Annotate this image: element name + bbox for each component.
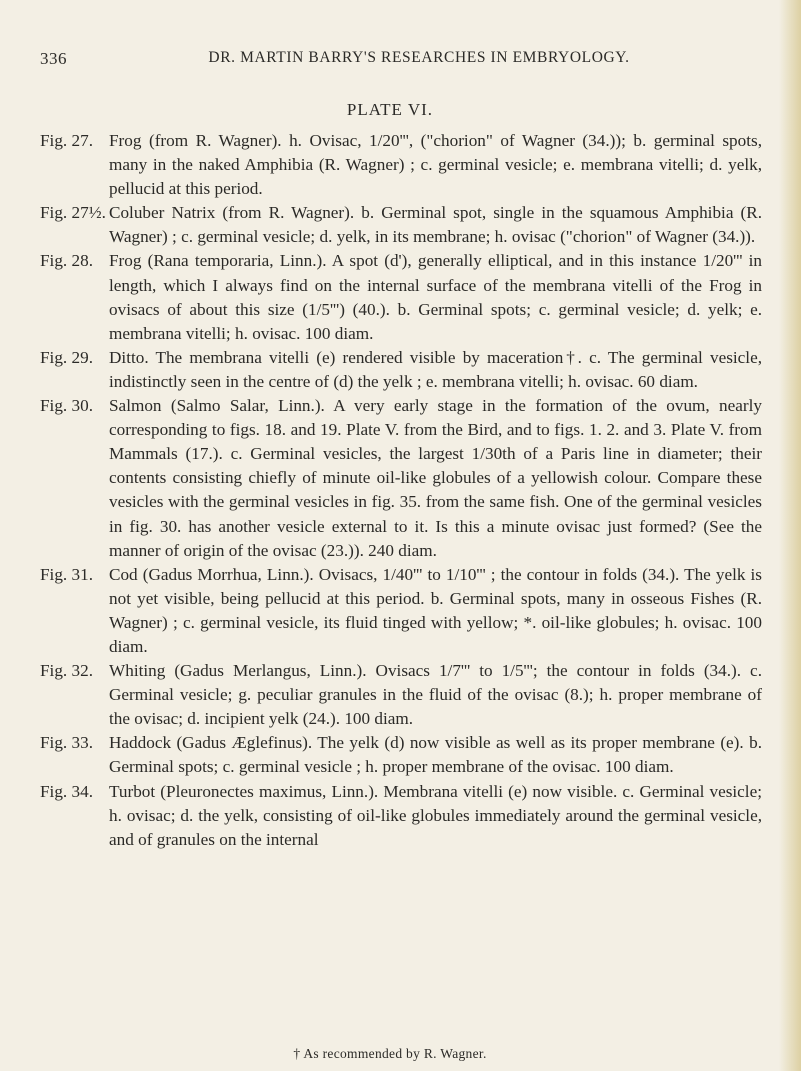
figure-label: Fig. 27½. [40, 203, 106, 223]
figure-label: Fig. 27. [40, 131, 94, 150]
figure-entry [40, 394, 762, 563]
figure-entry [40, 780, 762, 852]
figure-label: Fig. 28. [40, 251, 94, 271]
figure-entry [40, 249, 762, 345]
figure-entry [40, 659, 762, 731]
page-header [40, 49, 740, 71]
figure-entry [40, 731, 762, 779]
figure-label: Fig. 31. [40, 564, 94, 584]
plate-title: PLATE VI. [346, 100, 434, 119]
footnote: † As recommended by R. Wagner. [293, 1046, 487, 1061]
figure-label: Fig. 33. [40, 733, 94, 753]
figure-label: Fig. 32. [40, 661, 94, 681]
figure-entry [40, 346, 762, 394]
running-head: DR. MARTIN BARRY'S RESEARCHES IN EMBRYOLOGY. [208, 49, 630, 66]
figure-label: Fig. 29. [40, 347, 94, 367]
figure-entry [40, 129, 762, 201]
figure-entries [40, 129, 762, 852]
page-number: 336 [40, 49, 67, 68]
figure-entry [40, 563, 762, 659]
figure-label: Fig. 30. [40, 396, 94, 416]
figure-description: Ditto. The membrana vitelli (e) rendered visible by maceration†. c. The germinal vesicle, indistinctly seen in the centre of (d) the yelk ; e. membrana vitelli; h. ovisac. 60 diam. [109, 347, 762, 391]
figure-description: Frog (from R. Wagner). h. Ovisac, 1/20''', ("chorion" of Wagner (34.)); b. germinal spots, many in the naked Amphibia (R. Wagner) ; c. germinal vesicle; e. membrana vitelli; d. yelk, pellucid at this period. [109, 131, 762, 199]
figure-description: Salmon (Salmo Salar, Linn.). A very early stage in the formation of the ovum, nearly corresponding to figs. 18. and 19. Plate V. from the Bird, and to figs. 1. 2. and 3. Plate V. from Mammals (17.). c. Germinal vesicles, the largest 1/30th of a Paris line in diameter; their contents consisting chiefly of minute oil-like globules of a yellowish colour. Compare these vesicles with the germinal vesicles in fig. 35. from the same fish. One of the germinal vesicles in fig. 30. has another vesicle external to it. Is this a minute ovisac just formed? (See the manner of origin of the ovisac (23.)). 240 diam. [109, 396, 762, 560]
figure-description: Frog (Rana temporaria, Linn.). A spot (d'), generally elliptical, and in this instance 1/20''' in length, which I always find on the internal surface of the membrana vitelli of the Frog in ovisacs of about this size (1/5''') (40.). b. Germinal spots; c. germinal vesicle; d. yelk; e. membrana vitelli; h. ovisac. 100 diam. [109, 251, 762, 343]
figure-description: Haddock (Gadus Æglefinus). The yelk (d) now visible as well as its proper membrane (e). b. Germinal spots; c. germinal vesicle ; h. proper membrane of the ovisac. 100 diam. [109, 733, 762, 777]
figure-entry [40, 201, 762, 249]
page-edge-shadow [779, 0, 801, 1071]
figure-description: Cod (Gadus Morrhua, Linn.). Ovisacs, 1/40''' to 1/10''' ; the contour in folds (34.). The yelk is not yet visible, being pellucid at this period. b. Germinal spots, many in osseous Fishes (R. Wagner) ; c. germinal vesicle, its fluid tinged with yellow; *. oil-like globules; h. ovisac. 100 diam. [109, 564, 762, 656]
figure-description: Coluber Natrix (from R. Wagner). b. Germinal spot, single in the squamous Amphibia (R. Wagner) ; c. germinal vesicle; d. yelk, in its membrane; h. ovisac ("chorion" of Wagner (34.)). [109, 203, 762, 247]
figure-description: Whiting (Gadus Merlangus, Linn.). Ovisacs 1/7''' to 1/5'''; the contour in folds (34.). c. Germinal vesicle; g. peculiar granules in the fluid of the ovisac (8.); h. proper membrane of the ovisac; d. incipient yelk (24.). 100 diam. [109, 661, 762, 729]
figure-label: Fig. 34. [40, 781, 94, 801]
figure-description: Turbot (Pleuronectes maximus, Linn.). Membrana vitelli (e) now visible. c. Germinal vesicle; h. ovisac; d. the yelk, consisting of oil-like globules immediately around the germinal vesicle, and of granules on the internal [109, 781, 762, 849]
